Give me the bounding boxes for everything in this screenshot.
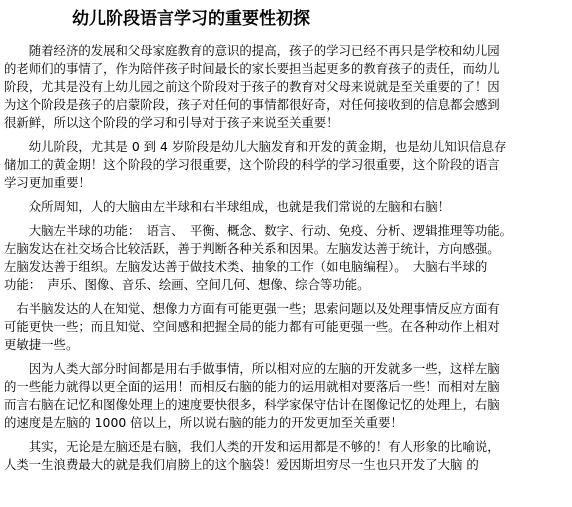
body-text-line: 人类一生浪费最大的就是我们肩膀上的这个脑袋！爱因斯坦穷尽一生也只开发了大脑 的: [4, 457, 479, 472]
body-text-line: 众所周知，人的大脑由左半球和右半球组成，也就是我们常说的左脑和右脑！: [4, 199, 451, 214]
body-text-line: 储加工的黄金期！这个阶段的学习很重要，这个阶段的科学的学习很重要，这个阶段的语言: [4, 157, 500, 172]
body-text-line: 幼儿阶段，尤其是 0 到 4 岁阶段是幼儿大脑发育和开发的黄金期，也是幼儿知识信息存: [4, 139, 507, 154]
document-title: 幼儿阶段语言学习的重要性初探: [72, 9, 310, 29]
body-text-line: 的一些能力就得以更全面的运用！而相反右脑的能力的运用就相对要落后一些！而相对左脑: [4, 379, 500, 394]
body-text-line: 其实，无论是左脑还是右脑，我们人类的开发和运用都是不够的！有人形象的比喻说，: [4, 439, 500, 454]
body-text-line: 阶段，尤其是没有上幼儿园之前这个阶段对于孩子的教育对父母来说就是至关重要的了！因: [4, 79, 500, 94]
body-text-line: 学习更加重要！: [4, 175, 91, 190]
body-text-line: 左脑发达善于组织。左脑发达善于做技术类、抽象的工作（如电脑编程）。 大脑右半球的: [4, 259, 488, 274]
body-text-line: 大脑左半球的功能： 语言、 平衡、概念、数字、行动、免疫、分析、逻辑推理等功能。: [4, 223, 513, 238]
body-text-line: 右半脑发达的人在知觉、想像力方面有可能更强一些；思索问题以及处理事情反应方面有: [4, 301, 500, 316]
body-text-line: 很新鲜，所以这个阶段的学习和引导对于孩子来说至关重要！: [4, 115, 339, 130]
body-text-line: 因为人类大部分时间都是用右手做事情，所以相对应的左脑的开发就多一些，这样左脑: [4, 361, 500, 376]
body-text-line: 功能： 声乐、图像、音乐、绘画、空间几何、想像、综合等功能。: [4, 277, 370, 292]
body-text-line: 的速度是左脑的 1000 倍以上，所以说右脑的能力的开发更加至关重要！: [4, 415, 403, 430]
body-text-line: 左脑发达在社交场合比较活跃，善于判断各种关系和因果。左脑发达善于统计，方向感强。: [4, 241, 500, 256]
body-text-line: 更敏捷一些。: [4, 337, 79, 352]
body-text-line: 随着经济的发展和父母家庭教育的意识的提高，孩子的学习已经不再只是学校和幼儿园: [4, 43, 500, 58]
body-text-line: 为这个阶段是孩子的启蒙阶段，孩子对任何的事情都很好奇，对任何接收到的信息都会感到: [4, 97, 500, 112]
body-text-line: 而言右脑在记忆和图像处理上的速度要快很多，科学家保守估计在图像记忆的处理上，右脑: [4, 397, 500, 412]
body-text-line: 可能更快一些；而且知觉、空间感和把握全局的能力都有可能更强一些。在各种动作上相对: [4, 319, 500, 334]
body-text-line: 的老师们的事情了，作为陪伴孩子时间最长的家长要担当起更多的教育孩子的责任，而幼儿: [4, 61, 500, 76]
